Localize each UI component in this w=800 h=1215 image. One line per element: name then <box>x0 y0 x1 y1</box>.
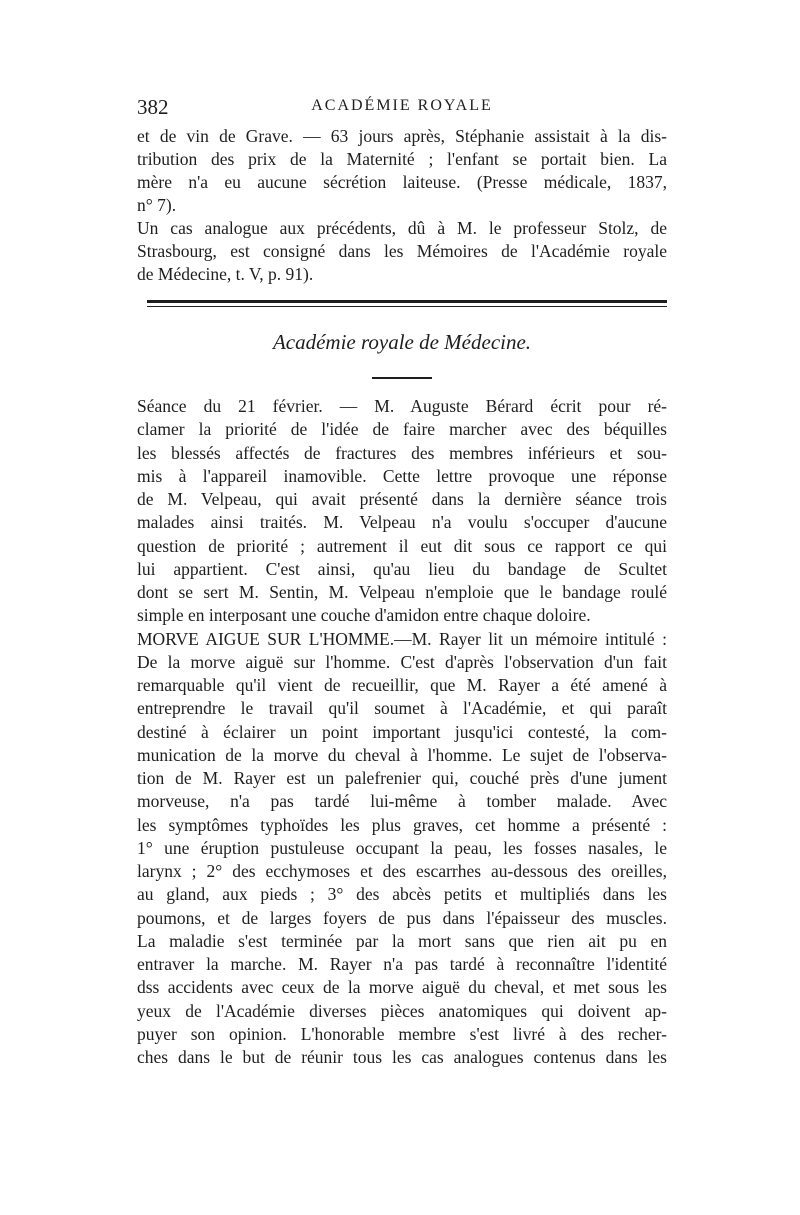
text-line: simple en interposant une couche d'amidon entre chaque doloire. <box>137 605 591 626</box>
text-line: question de priorité ; autrement il eut dit sous ce rapport ce qui <box>137 535 667 556</box>
text-line: ches dans le but de réunir tous les cas analogues contenus dans les <box>137 1047 667 1067</box>
text-line: de M. Velpeau, qui avait présenté dans la dernière séance trois <box>137 489 667 509</box>
text-line: 1° une éruption pustuleuse occupant la peau, les fosses nasales, le <box>137 837 667 858</box>
text-line: entraver la marche. M. Rayer n'a pas tardé à reconnaître l'identité <box>137 954 667 974</box>
text-line: dss accidents avec ceux de la morve aiguë du cheval, et met sous les <box>137 977 667 998</box>
text-line: Un cas analogue aux précédents, dû à M. le professeur Stolz, de <box>137 218 667 238</box>
text-line: dont se sert M. Sentin, M. Velpeau n'emploie que le bandage roulé <box>137 582 667 602</box>
text-line: mis à l'appareil inamovible. Cette lettre provoque une réponse <box>137 465 667 486</box>
page-number: 382 <box>137 95 169 119</box>
text-line: MORVE AIGUE SUR L'HOMME.—M. Rayer lit un mémoire intitulé : <box>137 628 667 649</box>
text-line: puyer son opinion. L'honorable membre s'est livré à des recher- <box>137 1023 667 1044</box>
text-line: remarquable qu'il vient de recueillir, que M. Rayer a été amené à <box>137 675 667 695</box>
text-line: munication de la morve du cheval à l'homme. Le sujet de l'observa- <box>137 744 667 765</box>
text-line: les blessés affectés de fractures des membres inférieurs et sou- <box>137 442 667 463</box>
text-line: tion de M. Rayer est un palefrenier qui, couché près d'une jument <box>137 768 667 788</box>
text-line: et de vin de Grave. — 63 jours après, Stéphanie assistait à la dis- <box>137 126 667 146</box>
book-page <box>137 95 667 1069</box>
text-line: de Médecine, t. V, p. 91). <box>137 264 314 284</box>
title-rule <box>372 377 432 379</box>
text-line: poumons, et de larges foyers de pus dans l'épaisseur des muscles. <box>137 907 667 928</box>
text-line: Strasbourg, est consigné dans les Mémoires de l'Académie royale <box>137 241 667 261</box>
text-line: mère n'a eu aucune sécrétion laiteuse. (Presse médicale, 1837, <box>137 172 667 192</box>
text-line: entreprendre le travail qu'il soumet à l'Académie, et qui paraît <box>137 698 667 719</box>
text-line: destiné à éclairer un point important jusqu'ici contesté, la com- <box>137 721 667 742</box>
text-line: La maladie s'est terminée par la mort sans que rien ait pu en <box>137 930 667 951</box>
text-line: tribution des prix de la Maternité ; l'enfant se portait bien. La <box>137 149 667 169</box>
text-line: De la morve aiguë sur l'homme. C'est d'après l'observation d'un fait <box>137 651 667 672</box>
text-line: yeux de l'Académie diverses pièces anatomiques qui doivent ap- <box>137 1000 667 1021</box>
text-line: n° 7). <box>137 195 177 215</box>
text-line: larynx ; 2° des ecchymoses et des escarrhes au-dessous des oreilles, <box>137 861 667 881</box>
running-head <box>137 95 667 125</box>
text-line: Séance du 21 février. — M. Auguste Bérard écrit pour ré- <box>137 396 667 416</box>
text-line: malades ainsi traités. M. Velpeau n'a voulu s'occuper d'aucune <box>137 512 667 533</box>
running-title: ACADÉMIE ROYALE <box>311 97 493 114</box>
text-line: clamer la priorité de l'idée de faire marcher avec des béquilles <box>137 419 667 440</box>
section-divider <box>147 300 667 307</box>
session-report <box>137 395 667 1069</box>
text-line: au gland, aux pieds ; 3° des abcès petits et multipliés dans les <box>137 884 667 905</box>
text-line: morveuse, n'a pas tardé lui-même à tomber malade. Avec <box>137 791 667 812</box>
text-line: les symptômes typhoïdes les plus graves, cet homme a présenté : <box>137 814 667 835</box>
section-title: Académie royale de Médecine. <box>272 330 532 354</box>
text-line: lui appartient. C'est ainsi, qu'au lieu du bandage de Scultet <box>137 558 667 579</box>
intro-paragraph <box>137 125 667 286</box>
